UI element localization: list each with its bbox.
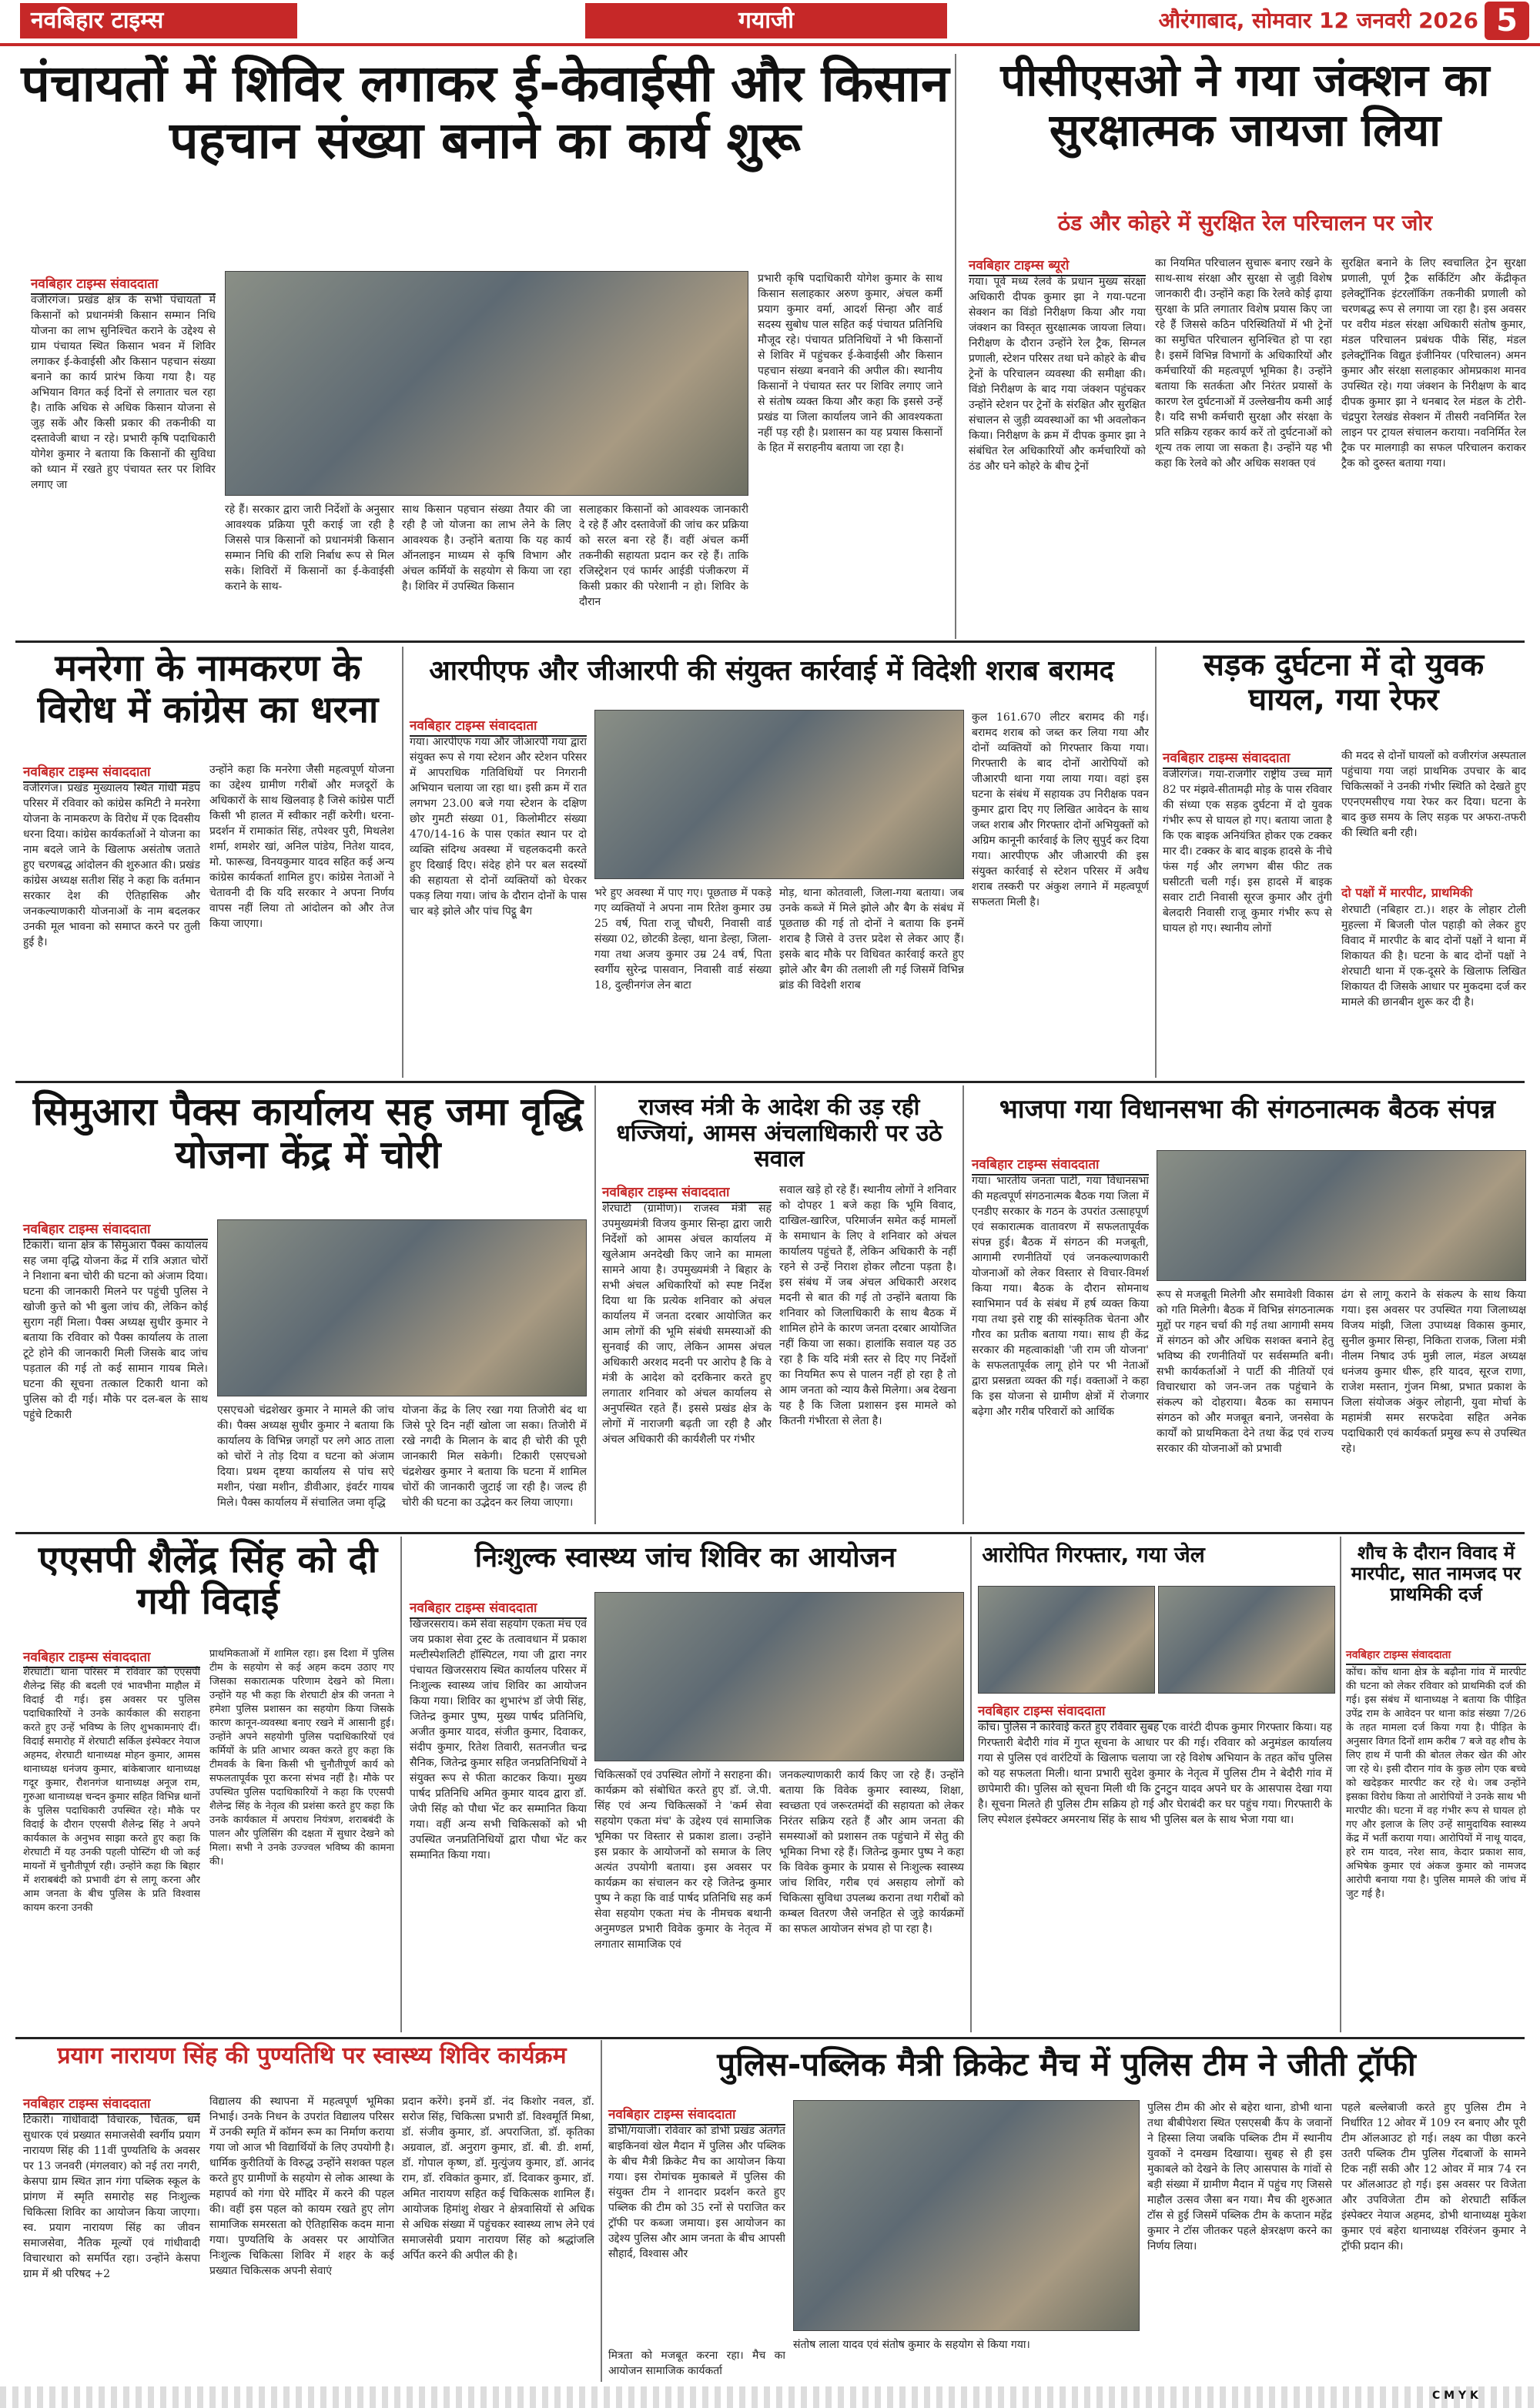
registration-strip xyxy=(0,2386,1540,2408)
article-13-headline: प्रयाग नारायण सिंह की पुण्यतिथि पर स्वास्थ्य शिविर कार्यक्रम xyxy=(57,2042,567,2069)
article-11-photo-1 xyxy=(978,1586,1155,1694)
article-8-col2: रूप से मजबूती मिलेगी और समावेशी विकास को गति मिलेगी। बैठक में विभिन्न संगठनात्मक मुद्दों पर गहन चर्चा की गई तथा आगामी समय में संगठन को और अधिक सशक्त बनाने हेतु भविष्य की रणनीतियों पर सर्वसम्मति बनी। सभी कार्यकर्ताओं ने पार्टी की नीतियों एवं विचारधारा को जन-जन तक पहुंचाने के संकल्प को दोहराया। बैठक का समापन संगठन को और मजबूत बनाने, जनसेवा के कार्यों को प्राथमिकता देने तथा केंद्र एवं राज्य सरकार की योजनाओं को प्रभावी xyxy=(1157,1289,1334,1455)
page-number: 5 xyxy=(1485,2,1529,40)
article-7-col1: शेरघाटी (ग्रामीण)। राजस्व मंत्री सह उपमुख्यमंत्री विजय कुमार सिन्हा द्वारा जारी निर्देशों को आमस अंचल कार्यालय में खुलेआम अनदेखी किए जाने का मामला सामने आया है। उपमुख्यमंत्री ने बिहार के सभी अंचल अधिकारियों को स्पष्ट निर्देश दिया था कि प्रत्येक शनिवार को अंचल कार्यालय में जनता दरबार आयोजित कर आम लोगों की भूमि संबंधी समस्याओं की सुनवाई की जाए, लेकिन आमस अंचल अधिकारी अरशद मदनी पर आरोप है कि वे मंत्री के आदेश को दरकिनार करते हुए लगातार शनिवार को अंचल कार्यालय से अनुपस्थित रहते हैं। इससे प्रखंड क्षेत्र के लोगों में नाराजगी बढ़ती जा रही है और अंचल अधिकारी की कार्यशैली पर गंभीर xyxy=(602,1202,772,1446)
article-9-col1: शेरघाटी। थाना परिसर में रविवार को एएसपी शैलेन्द्र सिंह की बदली एवं भावभीना माहौल में विदाई दी गई। इस अवसर पर पुलिस पदाधिकारियों ने उनके कार्यकाल की सराहना करते हुए उन्हें भविष्य के लिए शुभकामनाएं दीं। विदाई समारोह में शेरघाटी सर्किल इंस्पेक्टर नेयाज अहमद, शेरघाटी थानाध्यक्ष मोहन कुमार, आमस थानाध्यक्ष धनंजय कुमार, बांकेबाजार थानाध्यक्ष गदूर कुमार, रौशनगंज थानाध्यक्ष अनूज राम, गुरुआ थानाध्यक्ष चन्दन कुमार सहित विभिन्न थानों के पुलिस पदाधिकारी उपस्थित रहे। मौके पर विदाई के दौरान एएसपी शैलेन्द्र सिंह ने अपने कार्यकाल के अनुभव साझा करते हुए कहा कि शेरघाटी में यह उनकी पहली पोस्टिंग थी जो कई मायनों में चुनौतीपूर्ण रही। उन्होंने कहा कि बिहार में शराबबंदी को प्रभावी ढंग से लागू करना और आम जनता के बीच पुलिस के प्रति विश्वास कायम करना उनकी xyxy=(23,1667,200,1914)
section-divider xyxy=(15,2037,1525,2039)
article-3-headline: मनरेगा के नामकरण के विरोध में कांग्रेस का धरना xyxy=(37,647,379,731)
article-6-col2: एसएचओ चंद्रशेखर कुमार ने मामले की जांच की। पैक्स अध्यक्ष सुधीर कुमार ने बताया कि कार्यालय के विभिन्न जगहों पर लगे आठ ताला को चोरों ने तोड़ दिया व घटना को अंजाम दिया। प्रथम दृष्टया कार्यालय से पांच सऐ मशीन, पंखा मशीन, डीवीआर, इंवर्टर गायब मिले। पैक्स कार्यालय में संचालित जमा वृद्धि xyxy=(217,1404,394,1509)
article-13-col1: टिकारी। गांधीवादी विचारक, चिंतक, धर्म सुधारक एवं प्रख्यात समाजसेवी स्वर्गीय प्रयाग नारायण सिंह की 11वीं पुण्यतिथि के अवसर पर 13 जनवरी (मंगलवार) को नई तरा नगरी, केसपा ग्राम स्थित ज्ञान गंगा पब्लिक स्कूल के प्रांगण में स्मृति समारोह सह निःशुल्क चिकित्सा शिविर का आयोजन किया जाएगा। स्व. प्रयाग नारायण सिंह का जीवन समाजसेवा, नैतिक मूल्यों एवं गांधीवादी विचारधारा को समर्पित रहा। उन्होंने केसपा ग्राम में श्री परिषद +2 xyxy=(23,2114,200,2280)
article-4-col3: मोड़, थाना कोतवाली, जिला-गया बताया। जब उनके कब्जे में मिले झोले और बैग के संबंध में पूछताछ की गई तो दोनों ने बताया कि इनमें शराब है जिसे वे उत्तर प्रदेश से लेकर आए हैं। इसके बाद मौके पर विधिवत कार्रवाई करते हुए झोले और बैग की तलाशी ली गई जिसमें विभिन्न ब्रांड की विदेशी शराब xyxy=(779,887,964,992)
article-4-col1: गया। आरपीएफ गया और जीआरपी गया द्वारा संयुक्त रूप से गया स्टेशन और स्टेशन परिसर में आपराधिक गतिविधियों पर निगरानी अभियान चलाया जा रहा था। इसी क्रम में रात लगभग 23.00 बजे गया स्टेशन के दक्षिण छोर गुमटी संख्या 01, किलोमीटर संख्या 470/14-16 के पास एकांत स्थान पर दो व्यक्ति संदिग्ध अवस्था में चहलकदमी करते हुए दिखाई दिए। संदेह होने पर बल सदस्यों की सहायता से दोनों व्यक्तियों को घेरकर पकड़ लिया गया। जांच के दौरान दोनों के पास चार बड़े झोले और पांच पिट्ठू बैग xyxy=(410,736,587,918)
section-name: गयाजी xyxy=(585,3,947,38)
article-12-byline: नवबिहार टाइम्स संवाददाता xyxy=(1346,1647,1526,1665)
article-2-col1: गया। पूर्व मध्य रेलवे के प्रधान मुख्य संरक्षा अधिकारी दीपक कुमार झा ने गया-पटना सेक्शन का विंडो निरीक्षण किया और गया जंक्शन का विस्तृत सुरक्षात्मक जायजा लिया। निरीक्षण के दौरान उन्होंने रेल ट्रैक, सिग्नल प्रणाली, स्टेशन परिसर तथा घने कोहरे के बीच ट्रेनों के परिचालन व्यवस्था की समीक्षा की। विंडो निरीक्षण के बाद गया जंक्शन पहुंचकर उन्होंने स्टेशन पर ट्रेनों के संरक्षित और सुरक्षित संचालन से जुड़ी व्यवस्थाओं का भी अवलोकन किया। निरीक्षण के क्रम में दीपक कुमार झा ने संबंधित रेल अधिकारियों और कर्मचारियों को ठंड और घने कोहरे के बीच ट्रेनों xyxy=(969,276,1146,473)
article-9-byline: नवबिहार टाइम्स संवाददाता xyxy=(23,1647,200,1668)
article-4-photo xyxy=(594,710,964,879)
cmyk-marks: C M Y K xyxy=(1432,2390,1478,2402)
article-1-col1: वजीरगंज। प्रखंड क्षेत्र के सभी पंचायतों में किसानों को प्रधानमंत्री किसान सम्मान निधि योजना का लाभ सुनिश्चित कराने के उद्देश्य से ग्राम पंचायत स्थित किसान भवन में शिविर लगाकर ई-केवाईसी और किसान पहचान संख्या बनाने का कार्य प्रारंभ किया गया है। यह अभियान विगत कई दिनों से लगातार चल रहा है। ताकि अधिक से अधिक किसान योजना से जुड़ सकें और किसी प्रकार की तकनीकी या दस्तावेजी बाधा न रहे। प्रभारी कृषि पदाधिकारी योगेश कुमार ने बताया कि किसानों की सुविधा को ध्यान में रखते हुए पंचायत स्तर पर शिविर लगाए जा xyxy=(31,294,216,491)
article-8-col3: ढंग से लागू कराने के संकल्प के साथ किया गया। इस अवसर पर उपस्थित गया जिलाध्यक्ष विजय मांझी, जिला उपाध्यक्ष विकास कुमार, सुनील कुमार सिन्हा, निकिता राजक, जिला मंत्री नीलम निषाद उर्फ मुन्नी लाल, मंडल अध्यक्ष धनंजय कुमार धीरू, हरि यादव, सूरज राणा, राजेश मस्तान, गुंजन मिश्रा, प्रभात प्रकाश के जिला संयोजक अंकुर लोहानी, युवा मोर्चा के महामंत्री समर सरफदेवा सहित अनेक पदाधिकारी एवं कार्यकर्ता प्रमुख रूप से उपस्थित रहे। xyxy=(1341,1289,1526,1455)
article-2-col3: सुरक्षित बनाने के लिए स्वचालित ट्रेन सुरक्षा प्रणाली, पूर्ण ट्रैक सर्किटिंग और केंद्रीकृत इलेक्ट्रॉनिक इंटरलॉकिंग तकनीकी प्रणाली को चरणबद्ध रूप से लगाया जा रहा है। इस अवसर पर वरीय मंडल संरक्षा अधिकारी संतोष कुमार, मंडल परिचालन प्रबंधक पीके सिंह, मंडल इलेक्ट्रॉनिक विद्युत इंजीनियर (परिचालन) अमन कुमार और संरक्षा सलाहकार ओमप्रकाश मानव उपस्थित रहे। गया जंक्शन के निरीक्षण के बाद दीपक कुमार झा ने धनबाद रेल मंडल के टोरी-चंद्रपुरा रेलखंड सेक्शन में तीसरी नवनिर्मित रेल लाइन पर ट्रायल संचालन कराया। नवनिर्मित रेल ट्रैक पर मालगाड़ी का सफल परिचालन कराकर ट्रैक को दुरुस्त बताया गया। xyxy=(1341,257,1526,470)
article-14-headline: पुलिस-पब्लिक मैत्री क्रिकेट मैच में पुलिस टीम ने जीती ट्रॉफी xyxy=(717,2045,1416,2083)
article-4-col2: भरे हुए अवस्था में पाए गए। पूछताछ में पकड़े गए व्यक्तियों ने अपना नाम रितेश कुमार उम्र 25 वर्ष, पिता राजू चौधरी, निवासी वार्ड संख्या 02, छोटकी डेल्हा, थाना डेल्हा, जिला-गया तथा अजय कुमार उम्र 24 वर्ष, पिता स्वर्गीय सुरेन्द्र पासवान, निवासी वार्ड संख्या 18, दुल्हीनगंज लेन बाटा xyxy=(594,887,772,992)
article-6-photo xyxy=(217,1219,587,1396)
column-rule xyxy=(962,1085,964,1524)
article-6-col1: टिकारी। थाना क्षेत्र के सिमुआरा पैक्स कार्यालय सह जमा वृद्धि योजना केंद्र में रात्रि अज्ञात चोरों ने निशाना बना चोरी की घटना को अंजाम दिया। घटना की जानकारी मिलने पर पहुंची पुलिस ने खोजी कुत्ते को भी बुला जांच की, लेकिन कोई सुराग नहीं मिला। पैक्स अध्यक्ष सुधीर कुमार ने बताया कि रविवार को पैक्स कार्यालय के ताला टूटे होने की जानकारी मिली जिसके बाद जांच पड़ताल की गई तो कई सामान गायब मिले। घटना की सूचना तत्काल टिकारी थाना को पुलिस को दी गई। मौके पर दल-बल के साथ पहुंचे टिकारी xyxy=(23,1239,208,1421)
article-5-col1: वजीरगंज। गया-राजगीर राष्ट्रीय उच्च मार्ग 82 पर मंझवे-सीतामढ़ी मोड़ के पास रविवार की संध्या एक सड़क दुर्घटना में दो युवक गंभीर रूप से घायल हो गए। बताया जाता है कि एक बाइक अनियंत्रित होकर एक टक्कर मार दी। टक्कर के बाद बाइक हादसे के नीचे फंस गई और लगभग बीस फीट तक घसीटती चली गई। इस हादसे में बाइक सवार टाटी निवासी सूरज कुमार और तुंगी बेलदारी निवासी राजू कुमार गंभीर रूप से घायल हो गए। स्थानीय लोगों xyxy=(1163,768,1332,935)
article-12-headline: शौच के दौरान विवाद में मारपीट, सात नामजद पर प्राथमिकी दर्ज xyxy=(1351,1542,1522,1605)
article-1-col2: रहे हैं। सरकार द्वारा जारी निर्देशों के अनुसार आवश्यक प्रक्रिया पूरी कराई जा रही है जिससे पात्र किसानों को प्रधानमंत्री किसान सम्मान निधि की राशि निर्बाध रूप से मिल सके। शिविरों में किसानों का ई-केवाईसी कराने के साथ- xyxy=(225,503,394,593)
article-10-headline: निःशुल्क स्वास्थ्य जांच शिविर का आयोजन xyxy=(474,1542,896,1574)
article-14-col4: पुलिस टीम की ओर से बहेरा थाना, डोभी थाना तथा बीबीपेशरा स्थित एसएसबी कैंप के जवानों ने हिस्सा लिया जबकि पब्लिक टीम में स्थानीय युवकों ने दमखम दिखाया। सुबह से ही इस मुकाबले को देखने के लिए आसपास के गांवों से बड़ी संख्या में ग्रामीण मैदान में पहुंच गए जिससे माहौल उत्सव जैसा बन गया। मैच की शुरुआत टॉस से हुई जिसमें पब्लिक टीम के कप्तान महेंद्र कुमार ने टॉस जीतकर पहले क्षेत्ररक्षण करने का निर्णय लिया। xyxy=(1147,2102,1332,2252)
article-1-byline: नवबिहार टाइम्स संवाददाता xyxy=(31,274,216,295)
article-1-photo xyxy=(225,271,748,496)
article-8-photo xyxy=(1157,1150,1526,1281)
article-10-byline: नवबिहार टाइम्स संवाददाता xyxy=(410,1598,587,1619)
article-13-col3: प्रदान करेंगे। इनमें डॉ. नंद किशोर नवल, डॉ. सरोज सिंह, चिकित्सा प्रभारी डॉ. विश्वमूर्ति मिश्रा, डॉ. संजीव कुमार, डॉ. अपराजिता, डॉ. कृतिका अग्रवाल, डॉ. अनुराग कुमार, डॉ. बी. डी. शर्मा, डॉ. गोपाल कृष्ण, डॉ. मुत्युंजय कुमार, डॉ. आनंद राम, डॉ. रविकांत कुमार, डॉ. दिवाकर कुमार, डॉ. अमित नारायण सहित कई चिकित्सक शामिल हैं। आयोजक हिमांशु शेखर ने क्षेत्रवासियों से अधिक से अधिक संख्या में पहुंचकर स्वास्थ्य लाभ लेने एवं समाजसेवी प्रयाग नारायण सिंह को श्रद्धांजलि अर्पित करने की अपील की है। xyxy=(402,2095,594,2262)
article-4-byline: नवबिहार टाइम्स संवाददाता xyxy=(410,716,587,737)
article-10-col2: चिकित्सकों एवं उपस्थित लोगों ने सराहना की। कार्यक्रम को संबोधित करते हुए डॉ. जे.पी. सिंह एवं अन्य चिकित्सकों ने 'कर्म सेवा सहयोग एकता मंच' के उद्देश्य एवं सामाजिक भूमिका पर विस्तार से प्रकाश डाला। उन्होंने इस प्रकार के आयोजनों को समाज के लिए अत्यंत उपयोगी बताया। इस अवसर पर कार्यक्रम का संचालन कर रहे जितेन्द्र कुमार पुष्प ने कहा कि वार्ड पार्षद प्रतिनिधि सह कर्म सेवा सहयोग एकता मंच के नीमचक बथानी अनुमण्डल प्रभारी विवेक कुमार के नेतृत्व में लगातार सामाजिक एवं xyxy=(594,1769,772,1951)
article-8-col1: गया। भारतीय जनता पार्टी, गया विधानसभा की महत्वपूर्ण संगठनात्मक बैठक गया जिला में एनडीए सरकार के गठन के उपरांत उत्साहपूर्ण एवं सकारात्मक वातावरण में सफलतापूर्वक संपन्न हुई। बैठक में संगठन की मजबूती, आगामी रणनीतियों एवं जनकल्याणकारी योजनाओं को लेकर विस्तार से विचार-विमर्श किया गया। बैठक के दौरान सोमनाथ स्वाभिमान पर्व के संबंध में हर्ष व्यक्त किया गया तथा इसे राष्ट्र की सांस्कृतिक चेतना और गौरव का प्रतीक बताया गया। साथ ही केंद्र सरकार की महत्वाकांक्षी 'जी राम जी योजना' के सफलतापूर्वक लागू होने पर भी नेताओं द्वारा प्रसन्नता व्यक्त की गई। वक्ताओं ने कहा कि इस योजना से ग्रामीण क्षेत्रों में रोजगार बढ़ेगा और गरीब परिवारों को आर्थिक xyxy=(972,1175,1149,1418)
article-5-byline: नवबिहार टाइम्स संवाददाता xyxy=(1163,748,1332,769)
article-14-col2: मित्रता को मजबूत करना रहा। मैच का आयोजन सामाजिक कार्यकर्ता xyxy=(608,2349,785,2377)
article-6-headline: सिमुआरा पैक्स कार्यालय सह जमा वृद्धि योजना केंद्र में चोरी xyxy=(32,1089,584,1177)
dateline: औरंगाबाद, सोमवार 12 जनवरी 2026 xyxy=(1158,8,1478,33)
article-10-col3: जनकल्याणकारी कार्य किए जा रहे हैं। उन्होंने बताया कि विवेक कुमार स्वास्थ्य, शिक्षा, स्वच्छता एवं जरूरतमंदों की सहायता को लेकर निरंतर सक्रिय रहते हैं और आम जनता की समस्याओं को प्रशासन तक पहुंचाने में सेतु की भूमिका निभा रहे हैं। जितेन्द्र कुमार पुष्प ने कहा कि विवेक कुमार के प्रयास से निःशुल्क स्वास्थ्य जांच शिविर, गरीब एवं असहाय लोगों को चिकित्सा सुविधा उपलब्ध कराना तथा गरीबों को कम्बल वितरण जैसे जनहित से जुड़े कार्यक्रमों का सफल आयोजन संभव हो पा रहा है। xyxy=(779,1769,964,1935)
article-11-headline: आरोपित गिरफ्तार, गया जेल xyxy=(982,1542,1205,1567)
article-14-byline: नवबिहार टाइम्स संवाददाता xyxy=(608,2105,785,2125)
article-5-col2: की मदद से दोनों घायलों को वजीरगंज अस्पताल पहुंचाया गया जहां प्राथमिक उपचार के बाद चिकित्सकों ने उनकी गंभीर स्थिति को देखते हुए एएनएमसीएच गया रेफर कर दिया। घटना के बाद कुछ समय के लिए सड़क पर अफरा-तफरी की स्थिति बनी रही। xyxy=(1341,750,1526,839)
article-9-col2: प्राथमिकताओं में शामिल रहा। इस दिशा में पुलिस टीम के सहयोग से कई अहम कदम उठाए गए जिसका सकारात्मक परिणाम देखने को मिला। उन्होंने यह भी कहा कि शेरघाटी क्षेत्र की जनता ने हमेशा पुलिस प्रशासन का सहयोग किया जिसके कारण कानून-व्यवस्था बनाए रखने में आसानी हुई। उन्होंने अपने सहयोगी पुलिस पदाधिकारियों एवं कर्मियों के प्रति आभार व्यक्त करते हुए कहा कि टीमवर्क के बिना किसी भी चुनौतीपूर्ण कार्य को सफलतापूर्वक पूरा करना संभव नहीं है। मौके पर उपस्थित पुलिस पदाधिकारियों ने कहा कि एएसपी शैलेन्द्र सिंह के नेतृत्व की प्रशंसा करते हुए कहा कि उनके कार्यकाल में अपराध नियंत्रण, शराबबंदी के पालन और पुलिसिंग की दक्षता में सुधार देखने को मिला। सभी ने उनके उज्ज्वल भविष्य की कामना की। xyxy=(209,1648,394,1868)
article-12-col1: कोंच। कोंच थाना क्षेत्र के बढ़ौना गांव में मारपीट की घटना को लेकर रविवार को प्राथमिकी दर्ज की गई। इस संबंध में थानाध्यक्ष ने बताया कि पीड़ित उपेंद्र राम के आवेदन पर थाना कांड संख्या 7/26 के तहत मामला दर्ज किया गया है। पीड़ित के अनुसार विगत दिनों शाम करीब 7 बजे वह शौच के लिए हाथ में पानी की बोतल लेकर खेत की ओर जा रहे थे। इसी दौरान गांव के कुछ लोग एक बच्चे को खदेड़कर मारपीट कर रहे थे। जब उन्होंने इसका विरोध किया तो आरोपियों ने उनके साथ भी मारपीट की। घटना में वह गंभीर रूप से घायल हो गए और इलाज के लिए उन्हें सामुदायिक स्वास्थ्य केंद्र में भर्ती कराया गया। आरोपियों में नाथू यादव, हरे राम यादव, नरेश साव, केदार प्रकाश साव, अभिषेक कुमार एवं अंकज कुमार को नामजद आरोपी बनाया गया है। पुलिस मामले की जांच में जुट गई है। xyxy=(1346,1667,1526,1900)
article-5-subhead: दो पक्षों में मारपीट, प्राथमिकी xyxy=(1341,885,1473,900)
article-9-headline: एएसपी शैलेंद्र सिंह को दी गयी विदाई xyxy=(38,1538,378,1623)
article-7-headline: राजस्व मंत्री के आदेश की उड़ रही धज्जियां, आमस अंचलाधिकारी पर उठे सवाल xyxy=(616,1094,942,1173)
article-5-headline: सड़क दुर्घटना में दो युवक घायल, गया रेफर xyxy=(1203,647,1485,717)
article-14-col5: पहले बल्लेबाजी करते हुए पुलिस टीम ने निर्धारित 12 ओवर में 109 रन बनाए और पूरी टीम ऑलआउट हो गई। लक्ष्य का पीछा करने उतरी पब्लिक टीम पुलिस गेंदबाजों के सामने टिक नहीं सकी और 12 ओवर में मात्र 74 रन पर ऑलआउट हो गई। इस अवसर पर विजेता और उपविजेता टीम को शेरघाटी सर्किल इंस्पेक्टर नेयाज अहमद, डोभी थानाध्यक्ष मुकेश कुमार एवं बहेरा थानाध्यक्ष रविरंजन कुमार ने ट्रॉफी प्रदान की। xyxy=(1341,2102,1526,2252)
newspaper-name: नवबिहार टाइम्स xyxy=(20,3,297,38)
column-rule xyxy=(402,647,403,1078)
section-divider xyxy=(15,1532,1525,1534)
article-7-byline: नवबिहार टाइम्स संवाददाता xyxy=(602,1182,772,1203)
article-14-col1: डोभी/गयाजी। रविवार को डोभी प्रखंड अंतर्गत बाइकिनवां खेल मैदान में पुलिस और पब्लिक के बीच मैत्री क्रिकेट मैच का आयोजन किया गया। इस रोमांचक मुकाबले में पुलिस की संयुक्त टीम ने शानदार प्रदर्शन करते हुए पब्लिक की टीम को 35 रनों से पराजित कर ट्रॉफी पर कब्जा जमाया। इस आयोजन का उद्देश्य पुलिस और आम जनता के बीच आपसी सौहार्द, विश्वास और xyxy=(608,2125,785,2260)
article-2-headline: पीसीएसओ ने गया जंक्शन का सुरक्षात्मक जायजा लिया xyxy=(1000,54,1490,156)
article-8-headline: भाजपा गया विधानसभा की संगठनात्मक बैठक संपन्न xyxy=(999,1094,1496,1125)
article-8-byline: नवबिहार टाइम्स संवाददाता xyxy=(972,1155,1149,1176)
column-rule xyxy=(400,1537,402,2032)
column-rule xyxy=(955,54,956,639)
article-3-byline: नवबिहार टाइम्स संवाददाता xyxy=(23,762,200,783)
article-14-photo xyxy=(793,2100,1140,2331)
article-14-col3: संतोष लाला यादव एवं संतोष कुमार के सहयोग से किया गया। xyxy=(793,2339,1030,2351)
column-rule xyxy=(1340,1537,1341,2032)
article-4-headline: आरपीएफ और जीआरपी की संयुक्त कार्रवाई में विदेशी शराब बरामद xyxy=(429,655,1114,687)
article-11-col1: कोंच। पुलिस ने कार्रवाई करते हुए रविवार सुबह एक वारंटी दीपक कुमार गिरफ्तार किया। यह गिरफ्तारी बेदौरी गांव में गुप्त सूचना के आधार पर की गई। रविवार को अनुमंडल कार्यालय गया से पुलिस एवं वारंटियों के खिलाफ चलाया जा रहे विशेष अभियान के तहत कोंच पुलिस को यह सफलता मिली। थाना प्रभारी सुदेश कुमार के नेतृत्व में पुलिस टीम ने बेदौरी गांव में छापेमारी की। पुलिस को सूचना मिली थी कि टुनटुन यादव अपने घर के आसपास देखा गया है। सूचना मिलते ही पुलिस टीम सक्रिय हो गई और घेराबंदी कर घर पहुंच गया। गिरफ्तारी के लिए स्पेशल इंस्पेक्टर अमरनाथ सिंह के साथ भी पुलिस बल के साथ भेजा गया था। xyxy=(978,1721,1332,1826)
section-divider xyxy=(15,1081,1525,1083)
article-1-headline: पंचायतों में शिविर लगाकर ई-केवाईसी और किसान पहचान संख्या बनाने का कार्य शुरू xyxy=(21,54,949,170)
article-5-col3: शेरघाटी (नबिहार टा.)। शहर के लोहार टोली मुहल्ला में बिजली पोल पहाड़ी को लेकर हुए विवाद में मारपीट के बाद दोनों पक्षों ने थाना में शिकायत की है। घटना के बाद दोनों पक्षों ने शेरघाटी थाना में एक-दूसरे के खिलाफ लिखित शिकायत दी जिसके आधार पर मुकदमा दर्ज कर मामले की छानबीन शुरू कर दी है। xyxy=(1341,904,1526,1008)
article-13-byline: नवबिहार टाइम्स संवाददाता xyxy=(23,2094,200,2115)
article-1-col3: साथ किसान पहचान संख्या तैयार की जा रही है जो योजना का लाभ लेने के लिए आवश्यक है। उन्होंने बताया कि यह कार्य ऑनलाइन माध्यम से कृषि विभाग और अंचल कर्मियों के सहयोग से किया जा रहा है। शिविर में उपस्थित किसान xyxy=(402,503,571,593)
article-3-col1: वजीरगंज। प्रखंड मुख्यालय स्थित गांधी मंडप परिसर में रविवार को कांग्रेस कमिटी ने मनरेगा योजना के नामकरण के विरोध में एक दिवसीय धरना दिया। कांग्रेस कार्यकर्ताओं ने योजना का नाम बदले जाने के खिलाफ असंतोष जताते हुए चरणबद्ध आंदोलन की शुरुआत की। प्रखंड कांग्रेस अध्यक्ष सतीश सिंह ने कहा कि वर्तमान सरकार देश की ऐतिहासिक और जनकल्याणकारी योजनाओं के नाम बदलकर उनकी मूल भावना को समाप्त करने पर तुली हुई है। xyxy=(23,782,200,948)
article-7-col2: सवाल खड़े हो रहे हैं। स्थानीय लोगों ने शनिवार को दोपहर 1 बजे कहा कि भूमि विवाद, दाखिल-खारिज, परिमार्जन समेत कई मामलों के समाधान के लिए वे शनिवार को अंचल कार्यालय पहुंचते हैं, लेकिन अधिकारी के नहीं रहने से उन्हें निराश होकर लौटना पड़ता है। इस संबंध में जब अंचल अधिकारी अरशद मदनी से बात की गई तो उन्होंने बताया कि शनिवार को जिलाधिकारी के साथ बैठक में शामिल होने के कारण जनता दरबार आयोजित नहीं किया जा सका। हालांकि सवाल यह उठ रहा है कि यदि मंत्री स्तर से दिए गए निर्देशों का नियमित रूप से पालन नहीं हो रहा है तो आम जनता को न्याय कैसे मिलेगा। अब देखना यह है कि जिला प्रशासन इस मामले को कितनी गंभीरता से लेता है। xyxy=(779,1184,956,1427)
article-6-col3: योजना केंद्र के लिए रखा गया तिजोरी बंद था जिसे पूरे दिन नहीं खोला जा सका। तिजोरी में रखे नगदी के मिलान के बाद ही चोरी की पूरी जानकारी मिल सकेगी। टिकारी एसएचओ चंद्रशेखर कुमार ने बताया कि घटना में शामिल चोरों की जानकारी जुटाई जा रही है। जल्द ही चोरी की घटना का उद्भेदन कर लिया जाएगा। xyxy=(402,1404,587,1509)
column-rule xyxy=(601,2040,602,2382)
masthead xyxy=(0,0,1540,46)
article-2-byline: नवबिहार टाइम्स ब्यूरो xyxy=(969,256,1146,276)
article-11-byline: नवबिहार टाइम्स संवाददाता xyxy=(978,1701,1163,1722)
article-10-photo xyxy=(594,1592,964,1761)
article-3-col2: उन्होंने कहा कि मनरेगा जैसी महत्वपूर्ण योजना का उद्देश्य ग्रामीण गरीबों और मजदूरों के अधिकारों के साथ खिलवाड़ है जिसे कांग्रेस पार्टी किसी भी हालत में स्वीकार नहीं करेगी। धरना-प्रदर्शन में रामाकांत सिंह, तपेश्वर पुरी, मिथलेश शर्मा, शमशेर खां, अनिल पांडेय, नितेश यादव, मो. फारूख, विनयकुमार यादव सहित कई अन्य कांग्रेस कार्यकर्ता शामिल हुए। कांग्रेस नेताओं ने चेतावनी दी कि यदि सरकार ने अपना निर्णय वापस नहीं लिया तो आंदोलन को और तेज किया जाएगा। xyxy=(209,764,394,930)
article-2-subheadline: ठंड और कोहरे में सुरक्षित रेल परिचालन पर जोर xyxy=(1057,210,1433,236)
article-10-col1: खिजरसराय। कर्म सेवा सहयोग एकता मंच एवं जय प्रकाश सेवा ट्रस्ट के तत्वावधान में प्रकाश मल्टीस्पेशलिटी हॉस्पिटल, गया जी द्वारा नगर पंचायत खिजरसराय स्थित कार्यालय परिसर में निःशुल्क स्वास्थ्य जांच शिविर का आयोजन किया गया। शिविर का शुभारंभ डॉ जेपी सिंह, जितेन्द्र कुमार पुष्प, मुख्य पार्षद प्रतिनिधि, अजीत कुमार यादव, संजीत कुमार, दिवाकर, संदीप कुमार, रितेश तिवारी, सतनजीत चन्द्र सैनिक, जितेन्द्र कुमार सहित जनप्रतिनिधियों ने संयुक्त रूप से फीता काटकर किया। मुख्य पार्षद प्रतिनिधि अमित कुमार यादव द्वारा डॉ. जेपी सिंह को पौधा भेंट कर सम्मानित किया गया। वहीं अन्य सभी चिकित्सकों को भी उपस्थित जनप्रतिनिधियों द्वारा पौधा भेंट कर सम्मानित किया गया। xyxy=(410,1618,587,1861)
article-1-col4: सलाहकार किसानों को आवश्यक जानकारी दे रहे हैं और दस्तावेजों की जांच कर प्रक्रिया को सरल बना रहे हैं। वहीं अंचल कर्मी तकनीकी सहायता प्रदान कर रहे हैं। ताकि रजिस्ट्रेशन एवं फार्मर आईडी पंजीकरण में किसी प्रकार की परेशानी न हो। शिविर के दौरान xyxy=(579,503,748,608)
article-2-col2: का नियमित परिचालन सुचारू बनाए रखने के साथ-साथ संरक्षा और सुरक्षा से जुड़ी विशेष जानकारी दी। उन्होंने कहा कि रेलवे कोई ढ़ाया सुरक्षा के प्रति लगातार विशेष प्रयास किए जा रहे हैं जिससे कठिन परिस्थितियों में भी ट्रेनों का समुचित परिचालन सुनिश्चित हो पा रहा है। इसमें विभिन्न विभागों के अधिकारियों और कर्मचारियों की महत्वपूर्ण भूमिका है। उन्होंने बताया कि सतर्कता और निरंतर प्रयासों के कारण रेल दुर्घटनाओं में उल्लेखनीय कमी आई है। यदि सभी कर्मचारी सुरक्षा और संरक्षा के प्रति सक्रिय रहकर कार्य करें तो दुर्घटनाओं को शून्य तक लाया जा सकता है। उन्होंने यह भी कहा कि रेलवे को और अधिक सशक्त एवं xyxy=(1155,257,1332,470)
column-rule xyxy=(594,1085,596,1524)
column-rule xyxy=(1155,647,1157,1078)
column-rule xyxy=(970,1537,972,2032)
section-divider xyxy=(15,640,1525,643)
article-1-col5: प्रभारी कृषि पदाधिकारी योगेश कुमार के साथ किसान सलाहकार अरुण कुमार, अंचल कर्मी प्रयाग कुमार वर्मा, आदर्श सिन्हा और वार्ड सदस्य सुबोध पाल सहित कई पंचायत प्रतिनिधि मौजूद रहे। पंचायत प्रतिनिधियों ने भी किसानों से शिविर में पहुंचकर ई-केवाईसी और किसान पहचान संख्या बनवाने की अपील की। स्थानीय किसानों ने पंचायत स्तर पर शिविर लगाए जाने से संतोष व्यक्त किया और कहा कि इससे उन्हें प्रखंड या जिला कार्यालय जाने की आवश्यकता नहीं पड़ रही है। प्रशासन का यह प्रयास किसानों के हित में सराहनीय बताया जा रहा है। xyxy=(758,273,942,454)
article-4-col4: कुल 161.670 लीटर बरामद की गई। बरामद शराब को जब्त कर लिया गया और दोनों व्यक्तियों को गिरफ्तार किया गया। गिरफ्तारी के बाद दोनों आरोपियों को जीआरपी थाना गया लाया गया। वहां इस घटना के संबंध में सहायक उप निरीक्षक पवन कुमार द्वारा दिए गए लिखित आवेदन के साथ जब्त शराब और गिरफ्तार दोनों अभियुक्तों को अग्रिम कानूनी कार्रवाई के लिए सुपुर्द कर दिया गया। आरपीएफ और जीआरपी की इस संयुक्त कार्रवाई से स्टेशन परिसर में अवैध शराब तस्करी पर अंकुश लगाने में महत्वपूर्ण सफलता मिली है। xyxy=(972,711,1149,908)
article-11-photo-2 xyxy=(1158,1586,1335,1694)
article-13-col2: विद्यालय की स्थापना में महत्वपूर्ण भूमिका निभाई। उनके निधन के उपरांत विद्यालय परिसर में उनकी स्मृति में कॉमन रूम का निर्माण कराया गया जो आज भी विद्यार्थियों के लिए उपयोगी है। धार्मिक कुरीतियों के विरुद्ध उन्होंने सशक्त पहल करते हुए ग्रामीणों के सहयोग से लोक आस्था के महापर्व को गंगा घेरे माँदिर में करने की पहल की। वहीं इस पहल को कायम रखते हुए लोग सामाजिक समरसता को ऐतिहासिक कदम माना गया। पुण्यतिथि के अवसर पर आयोजित निःशुल्क चिकित्सा शिविर में शहर के कई प्रख्यात चिकित्सक अपनी सेवाएं xyxy=(209,2095,394,2277)
article-6-byline: नवबिहार टाइम्स संवाददाता xyxy=(23,1219,208,1240)
